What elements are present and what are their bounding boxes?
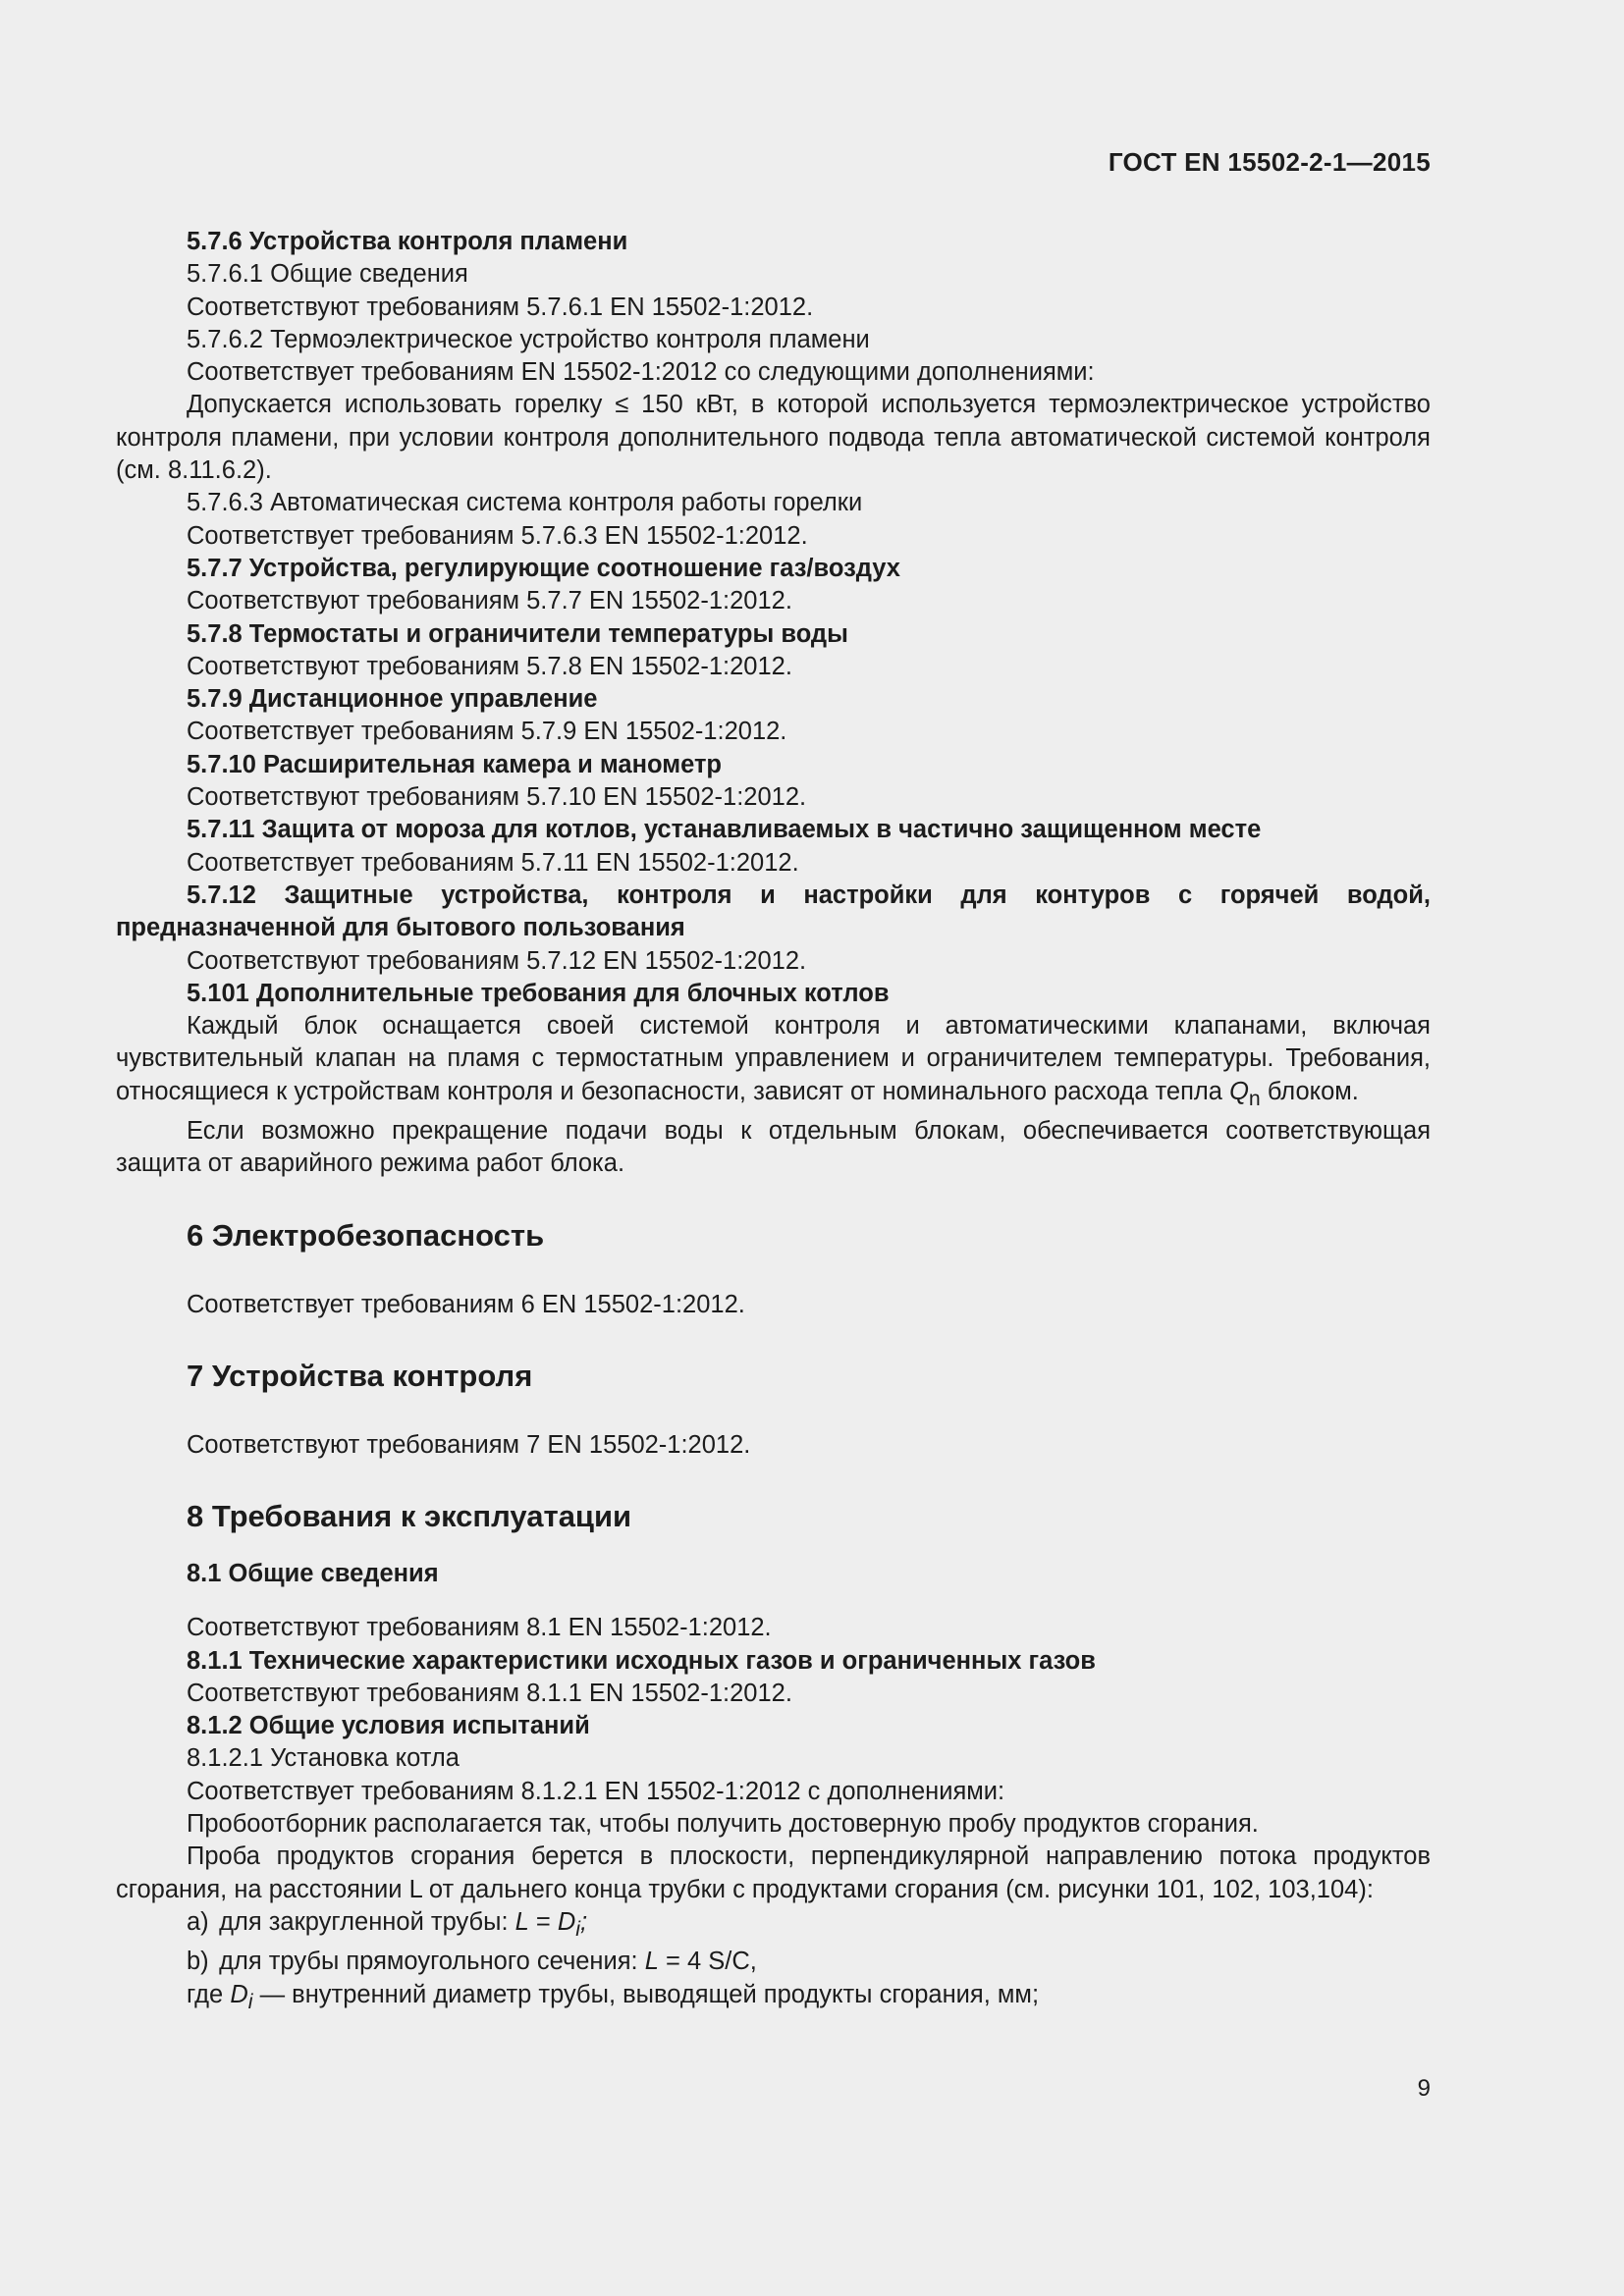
section-heading-8-1: 8.1 Общие сведения — [187, 1560, 439, 1588]
section-heading-5-7-7: 5.7.7 Устройства, регулирующие соотношение газ/воздух — [187, 554, 900, 582]
list-item-b — [116, 1946, 1431, 1978]
symbol-q: Q — [1229, 1077, 1249, 1105]
subsection-title: 5.7.6.3 Автоматическая система контроля работы горелки — [187, 489, 863, 517]
section-heading-5-101: 5.101 Дополнительные требования для блочных котлов — [187, 979, 890, 1007]
text-run: где — [187, 1980, 224, 2008]
list-marker: b) — [187, 1948, 209, 1976]
page-number: 9 — [1417, 2075, 1431, 2102]
paragraph: Соответствуют требованиям 8.1 EN 15502-1:2012. — [187, 1614, 772, 1642]
text-run: Каждый блок оснащается своей системой контроля и автоматическими клапанами, включая чувствительный клапан на пламя с термостатным управлением и ограничителем температуры. Требования, относящиеся к устройствам контроля и безопасности, зависят от номинального расхода тепла — [116, 1012, 1431, 1105]
paragraph: Соответствуют требованиям 5.7.6.1 EN 15502-1:2012. — [187, 293, 814, 321]
paragraph — [116, 1979, 1431, 2018]
symbol-d: D — [557, 1907, 576, 1936]
list-marker: a) — [187, 1907, 209, 1936]
paragraph: Соответствует требованиям 5.7.9 EN 15502-1:2012. — [187, 718, 787, 746]
text-run: для закругленной трубы: — [219, 1907, 509, 1936]
paragraph: Соответствуют требованиям 5.7.10 EN 15502-1:2012. — [187, 783, 807, 812]
text-run: ; — [580, 1907, 588, 1936]
section-heading-8-1-1: 8.1.1 Технические характеристики исходных газов и ограниченных газов — [187, 1646, 1096, 1675]
section-heading-8-1-2: 8.1.2 Общие условия испытаний — [187, 1712, 590, 1740]
text-run: = 4 S/C, — [658, 1948, 757, 1976]
paragraph: Соответствует требованиям 6 EN 15502-1:2012. — [187, 1290, 745, 1318]
section-heading-5-7-6: 5.7.6 Устройства контроля пламени — [187, 228, 628, 255]
paragraph: Соответствуют требованиям 5.7.7 EN 15502-1:2012. — [187, 587, 792, 615]
document-body — [116, 226, 1431, 2018]
paragraph: Допускается использовать горелку ≤ 150 кВт, в которой используется термоэлектрическое устройство контроля пламени, при условии контроля дополнительного подвода тепла автоматической системой контроля (см. 8.11.6.2). — [116, 391, 1431, 485]
paragraph: Пробоотборник располагается так, чтобы получить достоверную пробу продуктов сгорания. — [187, 1810, 1259, 1839]
symbol-l: L — [644, 1948, 659, 1976]
section-heading-5-7-8: 5.7.8 Термостаты и ограничители температуры воды — [187, 619, 848, 648]
section-heading-5-7-12: 5.7.12 Защитные устройства, контроля и настройки для контуров с горячей водой, предназначенной для бытового пользования — [116, 881, 1431, 942]
paragraph — [116, 1010, 1431, 1115]
text-run: для трубы прямоугольного сечения: — [219, 1948, 638, 1976]
paragraph: Соответствуют требованиям 5.7.12 EN 15502-1:2012. — [187, 946, 807, 975]
symbol-l: L — [514, 1907, 529, 1936]
subscript: i — [247, 1989, 253, 2013]
section-heading-5-7-9: 5.7.9 Дистанционное управление — [187, 685, 598, 714]
document-header: ГОСТ EN 15502-2-1—2015 — [1108, 147, 1431, 177]
chapter-heading-8: 8 Требования к эксплуатации — [187, 1499, 632, 1534]
section-heading-5-7-10: 5.7.10 Расширительная камера и манометр — [187, 750, 723, 778]
paragraph: Соответствует требованиям 5.7.6.3 EN 15502-1:2012. — [187, 521, 808, 550]
paragraph: Проба продуктов сгорания берется в плоскости, перпендикулярной направлению потока продуктов сгорания, на расстоянии L от дальнего конца трубки с продуктами сгорания (см. рисунки 101, 102, 103,104): — [116, 1842, 1431, 1903]
subscript: i — [575, 1917, 581, 1942]
paragraph: Соответствуют требованиям 8.1.1 EN 15502-1:2012. — [187, 1679, 792, 1707]
paragraph: Соответствует требованиям 5.7.11 EN 15502-1:2012. — [187, 848, 799, 877]
subsection-title: 8.1.2.1 Установка котла — [187, 1744, 460, 1773]
paragraph: Соответствует требованиям EN 15502-1:2012 со следующими дополнениями: — [187, 358, 1095, 387]
chapter-heading-7: 7 Устройства контроля — [187, 1359, 533, 1393]
list-item-a — [116, 1906, 1431, 1946]
subscript: n — [1248, 1086, 1261, 1110]
subsection-title: 5.7.6.2 Термоэлектрическое устройство контроля пламени — [187, 325, 870, 353]
text-run: — внутренний диаметр трубы, выводящей продукты сгорания, мм; — [259, 1980, 1040, 2008]
paragraph: Соответствуют требованиям 5.7.8 EN 15502-1:2012. — [187, 652, 792, 680]
paragraph: Соответствуют требованиям 7 EN 15502-1:2012. — [187, 1431, 751, 1459]
paragraph: Соответствует требованиям 8.1.2.1 EN 15502-1:2012 с дополнениями: — [187, 1777, 1005, 1805]
section-heading-5-7-11: 5.7.11 Защита от мороза для котлов, устанавливаемых в частично защищенном месте — [187, 816, 1262, 844]
symbol-d: D — [230, 1980, 248, 2008]
text-run: блоком. — [1267, 1077, 1359, 1105]
subsection-title: 5.7.6.1 Общие сведения — [187, 260, 468, 289]
chapter-heading-6: 6 Электробезопасность — [187, 1217, 545, 1253]
paragraph: Если возможно прекращение подачи воды к отдельным блокам, обеспечивается соответствующая защита от аварийного режима работ блока. — [116, 1117, 1431, 1178]
text-run: = — [528, 1907, 558, 1936]
